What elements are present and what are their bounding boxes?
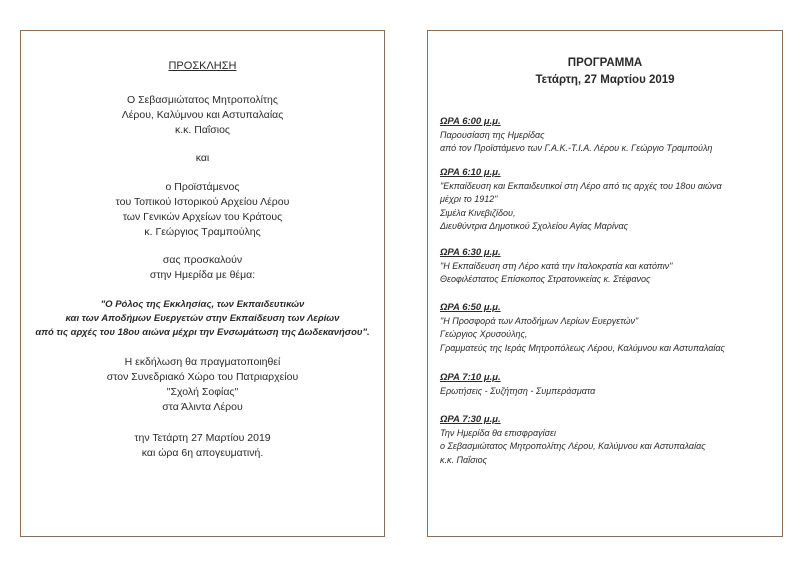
- session-time: ΩΡΑ 6:10 μ.μ.: [440, 167, 501, 178]
- venue-line-3: "Σχολή Σοφίας": [166, 386, 239, 398]
- session-5: [440, 371, 770, 398]
- theme-line-2: και των Αποδήμων Ευεργετών στην Εκπαίδευση των Λερίων: [65, 313, 340, 324]
- session-2: [440, 166, 770, 234]
- session-line: "Εκπαίδευση και Εκπαιδευτικοί στη Λέρο από τις αρχές του 18ου αιώνα: [440, 181, 722, 191]
- session-line: "Η Εκπαίδευση στη Λέρο κατά την Ιταλοκρατία και κατόπιν": [440, 261, 673, 271]
- host1-line-1: Ο Σεβασμιώτατος Μητροπολίτης: [127, 94, 278, 106]
- session-line: Παρουσίαση της Ημερίδας: [440, 130, 545, 140]
- host1-line-2: Λέρου, Καλύμνου και Αστυπαλαίας: [121, 109, 284, 121]
- program-date: Τετάρτη, 27 Μαρτίου 2019: [535, 74, 675, 86]
- session-line: Ερωτήσεις - Συζήτηση - Συμπεράσματα: [440, 386, 596, 396]
- when-line-2: και ώρα 6η απογευματινή.: [141, 447, 264, 459]
- program-title: ΠΡΟΓΡΑΜΜΑ: [567, 57, 643, 69]
- session-line: Γραμματεύς της Ιεράς Μητροπόλεως Λέρου, Καλύμνου και Αστυπαλαίας: [440, 342, 725, 353]
- session-time: ΩΡΑ 6:00 μ.μ.: [440, 116, 501, 127]
- host2-line-1: ο Προϊστάμενος: [165, 181, 240, 193]
- invite-line-1: σας προσκαλούν: [162, 254, 243, 266]
- theme-line-1: "Ο Ρόλος της Εκκλησίας, των Εκπαιδευτικών: [100, 299, 305, 310]
- session-time: ΩΡΑ 7:10 μ.μ.: [440, 372, 501, 383]
- session-line: Γεώργιος Χρυσούλης,: [440, 329, 528, 340]
- session-6: [440, 413, 770, 467]
- session-line: Θεοφιλέστατος Επίσκοπος Στρατονικείας κ. Στέφανος: [440, 274, 651, 285]
- session-line: από τον Προϊστάμενο των Γ.Α.Κ.-Τ.Ι.Α. Λέρου κ. Γεώργιο Τραμπούλη: [440, 143, 713, 154]
- venue-line-2: στον Συνεδριακό Χώρο του Πατριαρχείου: [106, 371, 299, 383]
- invitation-title: ΠΡΟΣΚΛΗΣΗ: [168, 60, 237, 72]
- session-line: κ.κ. Παΐσιος: [440, 454, 487, 465]
- invite-line-2: στην Ημερίδα με θέμα:: [149, 269, 256, 281]
- invitation-panel: [20, 30, 385, 537]
- when-line-1: την Τετάρτη 27 Μαρτίου 2019: [134, 432, 271, 444]
- session-3: [440, 246, 770, 287]
- host2-line-3: των Γενικών Αρχείων του Κράτους: [122, 211, 283, 223]
- session-4: [440, 301, 770, 355]
- session-line: Διευθύντρια Δημοτικού Σχολείου Αγίας Μαρίνας: [440, 221, 628, 232]
- theme-line-3: από τις αρχές του 18ου αιώνα μέχρι την Ενσωμάτωση της Δωδεκανήσου".: [35, 327, 370, 338]
- session-line: "Η Προσφορά των Αποδήμων Λερίων Ευεργετών": [440, 316, 639, 326]
- program-panel: [427, 30, 783, 537]
- session-line: Σιμέλα Κινεβιζίδου,: [440, 207, 516, 218]
- host2-line-2: του Τοπικού Ιστορικού Αρχείου Λέρου: [115, 196, 290, 208]
- session-line: Την Ημερίδα θα επισφραγίσει: [440, 428, 556, 438]
- venue-line-1: Η εκδήλωση θα πραγματοποιηθεί: [124, 356, 281, 368]
- host1-line-3: κ.κ. Παΐσιος: [175, 124, 230, 136]
- host2-line-4: κ. Γεώργιος Τραμπούλης: [144, 226, 261, 238]
- session-line: μέχρι το 1912": [440, 194, 498, 205]
- and-text: και: [195, 152, 210, 164]
- session-time: ΩΡΑ 6:50 μ.μ.: [440, 302, 501, 313]
- session-time: ΩΡΑ 6:30 μ.μ.: [440, 247, 501, 258]
- venue-line-4: στα Άλιντα Λέρου: [162, 401, 243, 413]
- session-1: [440, 115, 770, 156]
- session-line: ο Σεβασμιώτατος Μητροπολίτης Λέρου, Καλύμνου και Αστυπαλαίας: [440, 441, 706, 452]
- session-time: ΩΡΑ 7:30 μ.μ.: [440, 414, 501, 425]
